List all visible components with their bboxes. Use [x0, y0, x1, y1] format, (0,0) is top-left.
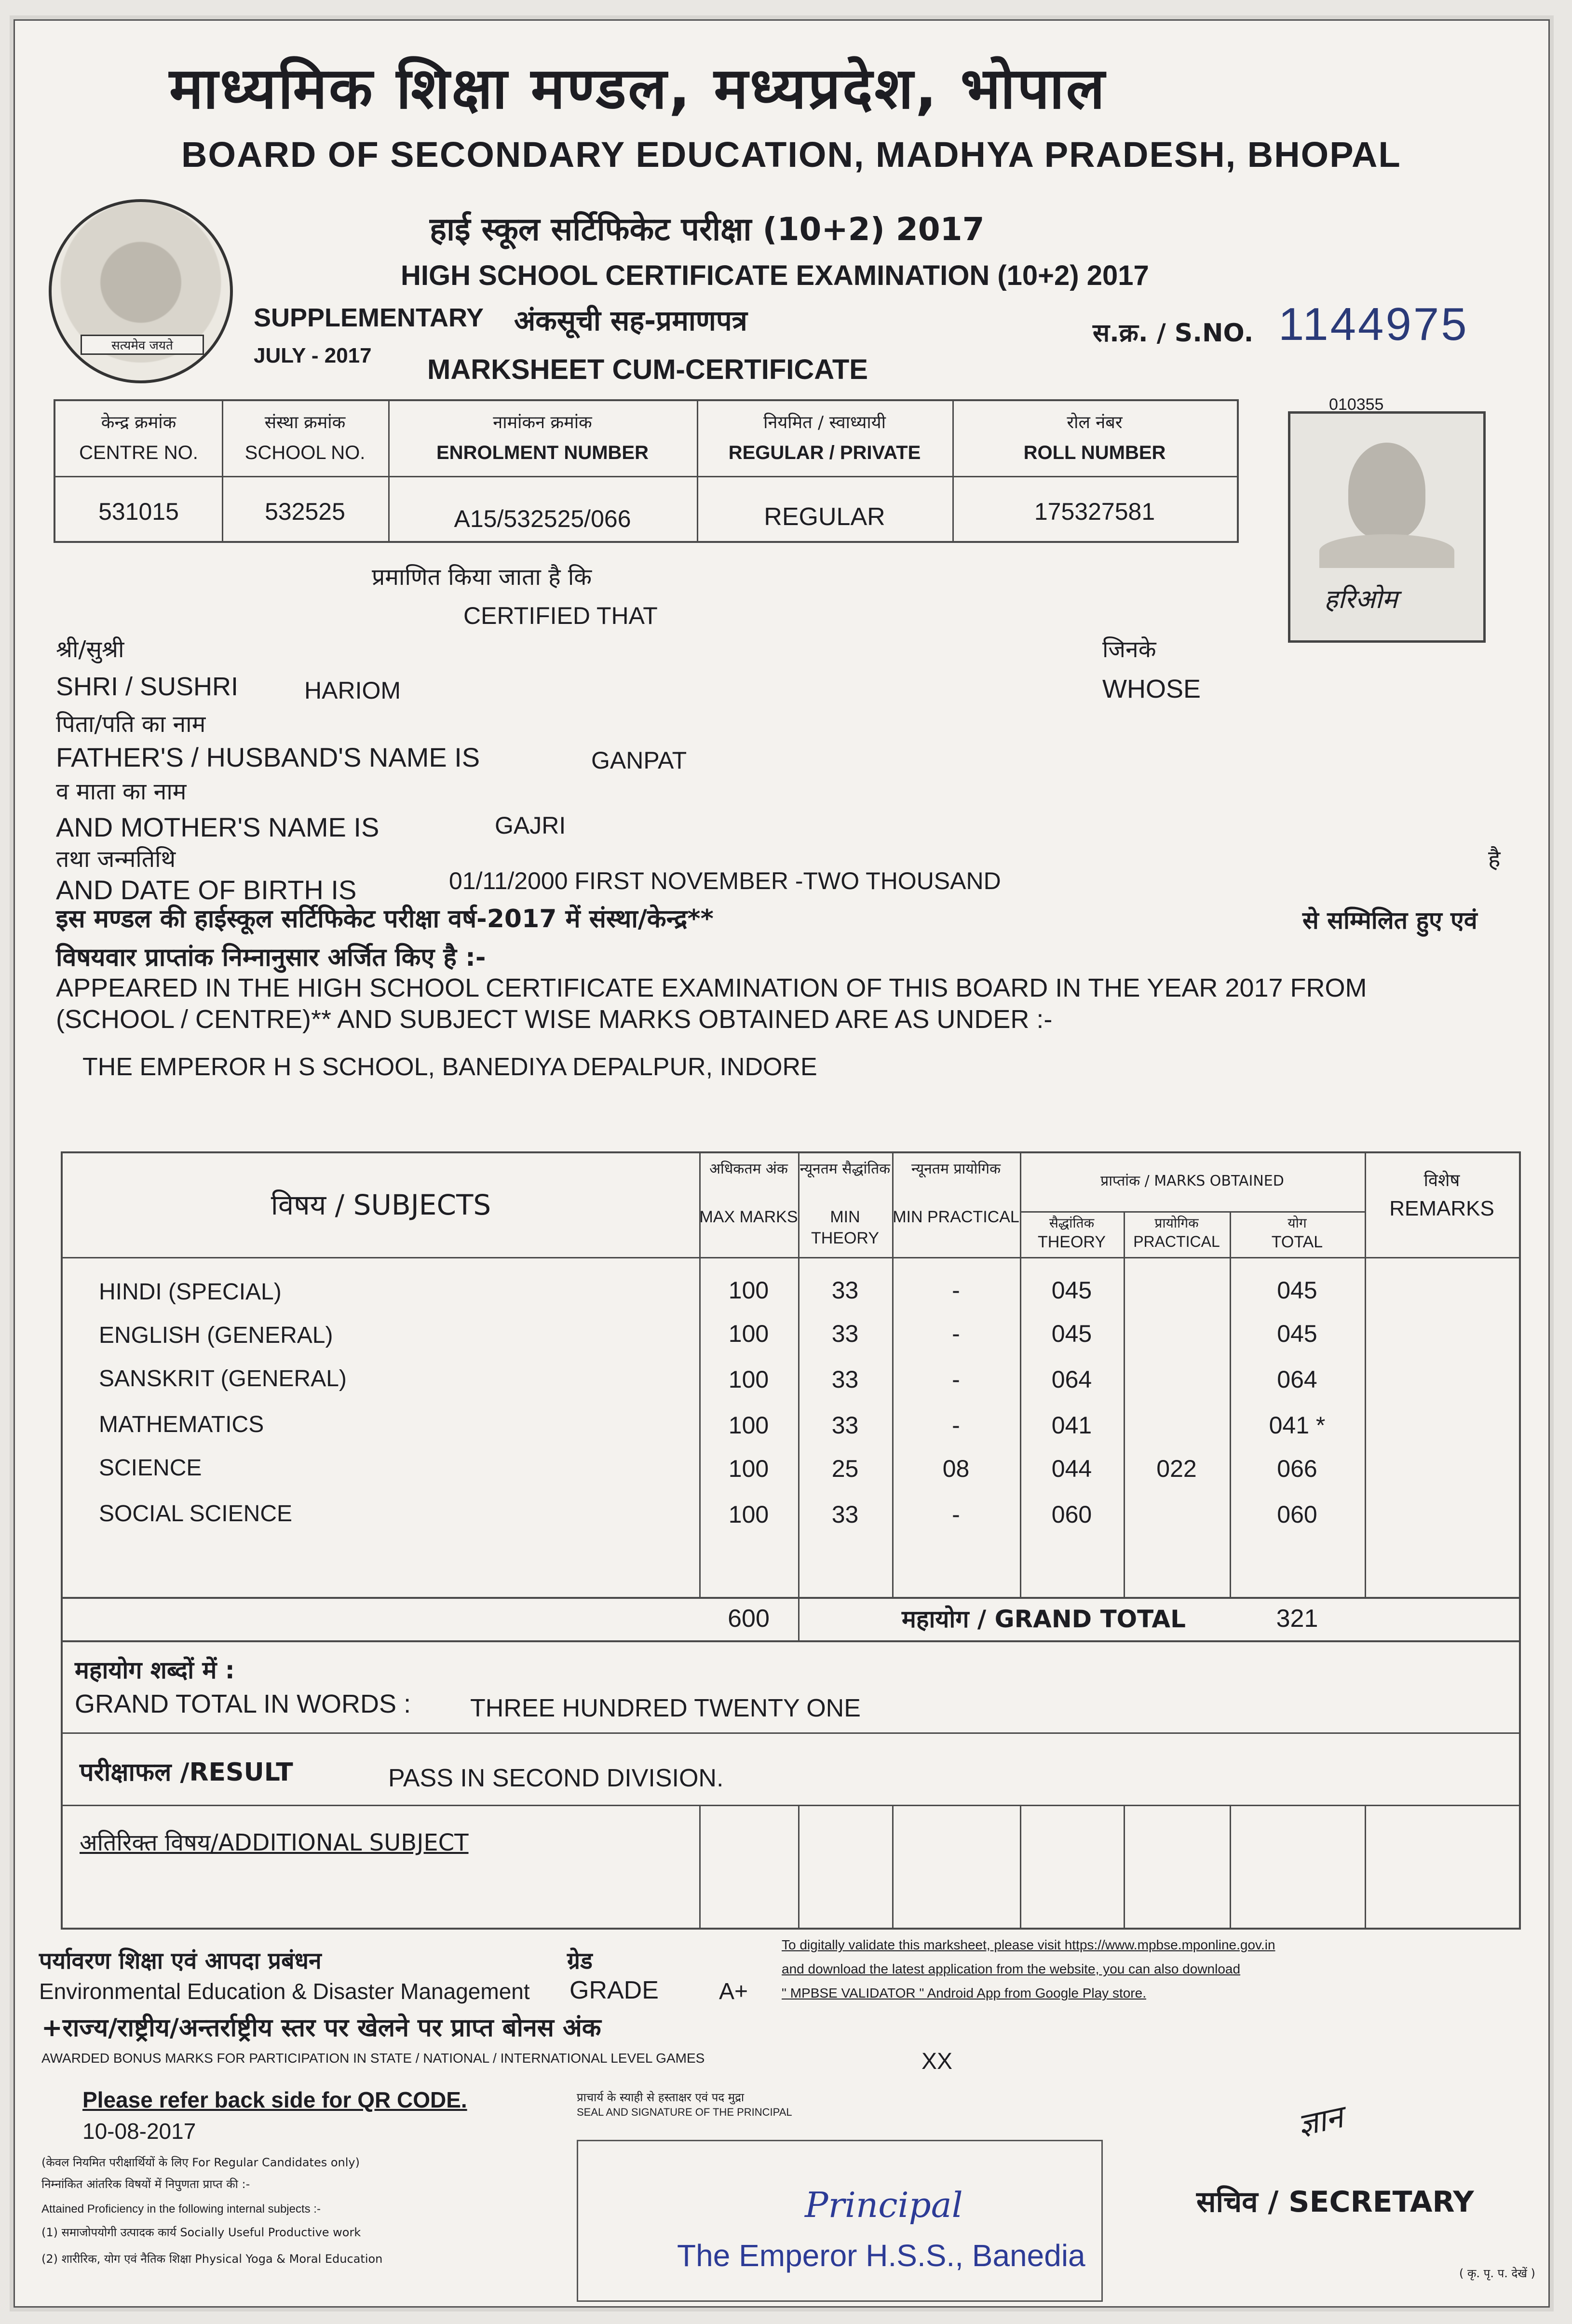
- min-theory: 33: [831, 1412, 859, 1439]
- max-marks: 100: [728, 1366, 769, 1393]
- appeared-english-line2: (SCHOOL / CENTRE)** AND SUBJECT WISE MARKS OBTAINED ARE AS UNDER :-: [56, 1005, 1053, 1034]
- proficiency-note-1: (केवल नियमित परीक्षार्थियों के लिए For Regular Candidates only): [41, 2156, 360, 2169]
- validate-line3: " MPBSE VALIDATOR " Android App from Google Play store.: [782, 1986, 1146, 2000]
- candidate-info-table: [54, 399, 1239, 543]
- dob-label-hindi: तथा जन्मतिथि: [56, 846, 176, 873]
- theory-marks: 045: [1051, 1320, 1092, 1347]
- min-theory-header: MIN THEORY: [811, 1208, 880, 1247]
- enrolment-header: ENROLMENT NUMBER: [436, 442, 649, 463]
- subject-name: ENGLISH (GENERAL): [99, 1323, 333, 1348]
- page-turn-note: ( कृ. पृ. प. देखें ): [1459, 2267, 1535, 2280]
- grand-total-words: THREE HUNDRED TWENTY ONE: [470, 1694, 861, 1722]
- max-marks: 100: [728, 1277, 769, 1304]
- max-marks-header: MAX MARKS: [699, 1208, 798, 1226]
- appeared-hindi-line1: इस मण्डल की हाईस्कूल सर्टिफिकेट परीक्षा वर्ष-2017 में संस्था/केन्द्र**: [56, 905, 714, 933]
- session-label: JULY - 2017: [254, 344, 372, 367]
- bonus-label: AWARDED BONUS MARKS FOR PARTICIPATION IN STATE / NATIONAL / INTERNATIONAL LEVEL GAMES: [41, 2051, 705, 2066]
- min-practical: -: [952, 1366, 960, 1393]
- subject-name: MATHEMATICS: [99, 1412, 264, 1437]
- sno-value: 1144975: [1278, 298, 1469, 350]
- practical-marks: 022: [1156, 1455, 1197, 1482]
- marks-table: [61, 1151, 1521, 1642]
- validate-line2: and download the latest application from the website, you can also download: [782, 1961, 1241, 1976]
- principal-stamp-title: Principal: [805, 2185, 963, 2225]
- bonus-label-hindi: +राज्य/राष्ट्रीय/अन्तर्राष्ट्रीय स्तर पर खेलने पर प्राप्त बोनस अंक: [41, 2013, 601, 2042]
- secretary-signature: ज्ञान: [1295, 2099, 1346, 2144]
- total-marks: 045: [1277, 1320, 1317, 1347]
- result-box: [61, 1638, 1521, 1930]
- subject-name: HINDI (SPECIAL): [99, 1279, 282, 1305]
- father-label: FATHER'S / HUSBAND'S NAME IS: [56, 742, 480, 772]
- whose-label: WHOSE: [1102, 675, 1201, 703]
- min-practical: -: [952, 1320, 960, 1347]
- certified-english: CERTIFIED THAT: [463, 602, 658, 629]
- principal-seal-label-hindi: प्राचार्य के स्याही से हस्ताक्षर एवं पद मुद्रा: [577, 2091, 745, 2104]
- words-label-hindi: महायोग शब्दों में :: [75, 1656, 235, 1684]
- qr-code-note: Please refer back side for QR CODE.: [82, 2087, 467, 2112]
- enrolment-header-hindi: नामांकन क्रमांक: [493, 413, 592, 432]
- env-edu-english: Environmental Education & Disaster Management: [39, 1979, 530, 2004]
- practical-header: PRACTICAL: [1133, 1233, 1220, 1250]
- mother-label-hindi: व माता का नाम: [56, 778, 187, 805]
- min-practical: -: [952, 1501, 960, 1528]
- mother-label: AND MOTHER'S NAME IS: [56, 812, 379, 842]
- secretary-label: सचिव / SECRETARY: [1196, 2185, 1474, 2219]
- grand-total-label: महायोग / GRAND TOTAL: [902, 1605, 1186, 1633]
- student-signature: हरिओम: [1324, 584, 1398, 614]
- total-marks: 064: [1277, 1366, 1317, 1393]
- total-marks: 066: [1277, 1455, 1317, 1482]
- marks-obtained-header: प्राप्तांक / MARKS OBTAINED: [1100, 1173, 1284, 1189]
- photo-portrait-icon: [1348, 443, 1425, 539]
- max-marks-header-hindi: अधिकतम अंक: [709, 1161, 788, 1177]
- grand-total-value: 321: [1276, 1605, 1318, 1633]
- proficiency-note-4: (1) समाजोपयोगी उत्पादक कार्य Socially Useful Productive work: [41, 2226, 361, 2239]
- words-label: GRAND TOTAL IN WORDS :: [75, 1689, 411, 1718]
- additional-subject-label: अतिरिक्त विषय/ADDITIONAL SUBJECT: [80, 1829, 469, 1856]
- theory-marks: 045: [1051, 1277, 1092, 1304]
- theory-marks: 060: [1051, 1501, 1092, 1528]
- principal-stamp-school: The Emperor H.S.S., Banedia: [677, 2238, 1085, 2273]
- env-edu-hindi: पर्यावरण शिक्षा एवं आपदा प्रबंधन: [39, 1947, 322, 1974]
- grade-value: A+: [719, 1979, 748, 2004]
- shri-label-hindi: श्री/सुश्री: [56, 636, 124, 663]
- min-theory: 33: [831, 1320, 859, 1347]
- min-practical-header: MIN PRACTICAL: [893, 1208, 1019, 1226]
- bonus-value: XX: [922, 2049, 953, 2074]
- exam-title-hindi: हाई स्कूल सर्टिफिकेट परीक्षा (10+2) 2017: [430, 211, 985, 248]
- board-title-hindi: माध्यमिक शिक्षा मण्डल, मध्यप्रदेश, भोपाल: [169, 55, 1107, 122]
- school-name: THE EMPEROR H S SCHOOL, BANEDIYA DEPALPUR, INDORE: [82, 1053, 817, 1081]
- result-value: PASS IN SECOND DIVISION.: [388, 1764, 724, 1792]
- centre-no-value: 531015: [98, 498, 179, 525]
- max-marks-total: 600: [728, 1605, 770, 1633]
- exam-title-english: HIGH SCHOOL CERTIFICATE EXAMINATION (10+2) 2017: [401, 260, 1149, 291]
- min-practical: -: [952, 1412, 960, 1439]
- result-label: परीक्षाफल /RESULT: [80, 1758, 293, 1787]
- remarks-header: REMARKS: [1389, 1197, 1494, 1220]
- shri-label: SHRI / SUSHRI: [56, 672, 239, 701]
- subjects-header: विषय / SUBJECTS: [271, 1189, 491, 1221]
- enrolment-number-value: A15/532525/066: [454, 505, 631, 532]
- certified-hindi: प्रमाणित किया जाता है कि: [372, 564, 592, 591]
- roll-number-header-hindi: रोल नंबर: [1067, 413, 1123, 432]
- board-title-english: BOARD OF SECONDARY EDUCATION, MADHYA PRADESH, BHOPAL: [181, 135, 1401, 175]
- regular-private-header: REGULAR / PRIVATE: [728, 442, 921, 463]
- student-name: HARIOM: [304, 677, 401, 704]
- principal-seal-label: SEAL AND SIGNATURE OF THE PRINCIPAL: [577, 2106, 792, 2118]
- emblem-motto: सत्यमेव जयते: [81, 335, 204, 355]
- theory-header: THEORY: [1037, 1233, 1106, 1251]
- photo-shoulders: [1319, 534, 1454, 568]
- marksheet-title-hindi: अंकसूची सह-प्रमाणपत्र: [514, 304, 747, 337]
- proficiency-note-3: Attained Proficiency in the following internal subjects :-: [41, 2202, 321, 2216]
- principal-seal-box: [577, 2140, 1103, 2302]
- total-header-hindi: योग: [1287, 1215, 1307, 1231]
- max-marks: 100: [728, 1412, 769, 1439]
- max-marks: 100: [728, 1320, 769, 1347]
- appeared-hindi-line2: विषयवार प्राप्तांक निम्नानुसार अर्जित किए है :-: [56, 943, 486, 972]
- supplementary-label: SUPPLEMENTARY: [254, 303, 484, 332]
- validate-line1: To digitally validate this marksheet, please visit https://www.mpbse.mponline.gov.in: [782, 1937, 1275, 1952]
- max-marks: 100: [728, 1501, 769, 1528]
- practical-header-hindi: प्रायोगिक: [1154, 1215, 1199, 1231]
- mother-name: GAJRI: [495, 812, 566, 839]
- board-emblem-icon: [49, 199, 233, 383]
- centre-no-header-hindi: केन्द्र क्रमांक: [101, 413, 176, 432]
- theory-marks: 064: [1051, 1366, 1092, 1393]
- issue-date: 10-08-2017: [82, 2119, 196, 2144]
- min-theory: 33: [831, 1366, 859, 1393]
- min-practical: -: [952, 1277, 960, 1304]
- roll-number-value: 175327581: [1034, 498, 1155, 525]
- total-header: TOTAL: [1271, 1233, 1323, 1251]
- school-no-header-hindi: संस्था क्रमांक: [264, 413, 346, 432]
- jinke-label: जिनके: [1102, 636, 1156, 663]
- regular-private-value: REGULAR: [764, 503, 885, 531]
- dob-value: 01/11/2000 FIRST NOVEMBER -TWO THOUSAND: [449, 867, 1001, 894]
- student-photo: [1288, 395, 1486, 643]
- hai-label: है: [1488, 846, 1501, 873]
- theory-marks: 041: [1051, 1412, 1092, 1439]
- total-marks: 045: [1277, 1277, 1317, 1304]
- proficiency-note-2: निम्नांकित आंतरिक विषयों में निपुणता प्राप्त की :-: [41, 2177, 250, 2191]
- school-no-value: 532525: [265, 498, 345, 525]
- theory-header-hindi: सैद्धांतिक: [1049, 1215, 1095, 1231]
- photo-serial: 010355: [1329, 395, 1384, 414]
- grade-label: GRADE: [569, 1976, 659, 2004]
- father-name: GANPAT: [591, 747, 687, 774]
- min-theory: 33: [831, 1277, 859, 1304]
- theory-marks: 044: [1051, 1455, 1092, 1482]
- marksheet-document: [14, 19, 1550, 2308]
- min-theory: 33: [831, 1501, 859, 1528]
- dob-label: AND DATE OF BIRTH IS: [56, 875, 357, 905]
- min-practical: 08: [942, 1455, 970, 1482]
- grade-label-hindi: ग्रेड: [567, 1947, 593, 1974]
- min-practical-header-hindi: न्यूनतम प्रायोगिक: [911, 1161, 1001, 1177]
- appeared-english-line1: APPEARED IN THE HIGH SCHOOL CERTIFICATE EXAMINATION OF THIS BOARD IN THE YEAR 2017 FROM: [56, 973, 1367, 1002]
- appeared-hindi-right: से सम्मिलित हुए एवं: [1302, 906, 1477, 934]
- remarks-header-hindi: विशेष: [1423, 1171, 1460, 1190]
- father-label-hindi: पिता/पति का नाम: [56, 711, 206, 738]
- subject-name: SCIENCE: [99, 1455, 202, 1481]
- total-marks: 060: [1277, 1501, 1317, 1528]
- subject-name: SOCIAL SCIENCE: [99, 1501, 292, 1527]
- total-marks: 041 *: [1269, 1412, 1326, 1439]
- marksheet-title-english: MARKSHEET CUM-CERTIFICATE: [427, 354, 868, 385]
- max-marks: 100: [728, 1455, 769, 1482]
- roll-number-header: ROLL NUMBER: [1023, 442, 1166, 463]
- min-theory-header-hindi: न्यूनतम सैद्धांतिक: [800, 1161, 891, 1177]
- sno-label: स.क्र. / S.NO.: [1093, 319, 1254, 348]
- regular-private-header-hindi: नियमित / स्वाध्यायी: [763, 413, 886, 432]
- school-no-header: SCHOOL NO.: [244, 442, 366, 463]
- centre-no-header: CENTRE NO.: [79, 442, 198, 463]
- min-theory: 25: [831, 1455, 859, 1482]
- subject-name: SANSKRIT (GENERAL): [99, 1366, 347, 1392]
- proficiency-note-5: (2) शारीरिक, योग एवं नैतिक शिक्षा Physical Yoga & Moral Education: [41, 2252, 383, 2266]
